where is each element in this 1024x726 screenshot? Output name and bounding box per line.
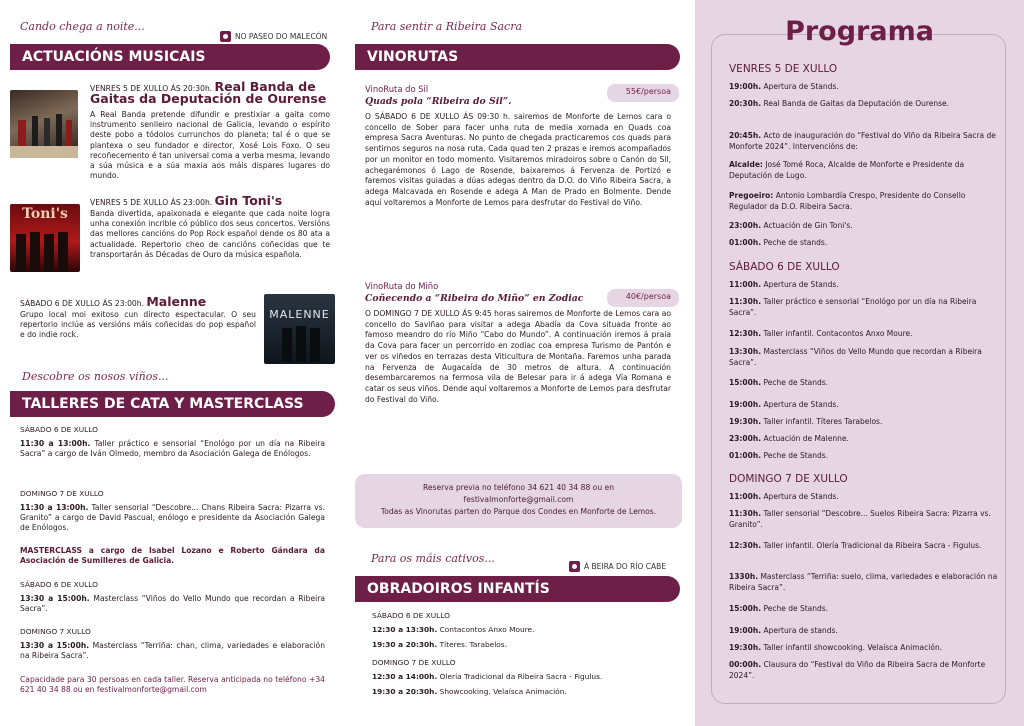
entry-time: 20:45h. <box>729 131 762 140</box>
programa-entry <box>729 451 999 462</box>
location-pin-malecon <box>220 31 327 42</box>
location-pin-icon <box>220 31 231 42</box>
workshop-day-2: DOMINGO 7 DE XULLO <box>20 489 104 498</box>
workshop-text: Taller práctico e sensorial “Enológo por un día na Ribeira Sacra” a cargo de Iván Olmedo, membro da Asociación Galega de Enólogos. <box>20 439 325 459</box>
entry-time: 12:30h. <box>729 329 762 338</box>
entry-time: 00:00h. <box>729 660 762 669</box>
programa-entry <box>729 378 999 389</box>
kids-text: Contacontos Anxo Moure. <box>439 625 535 634</box>
act-desc-2: Banda divertida, apaixonada e elegante que cada noite logra unha conexión incrible có público dos seus concertos. Versións das mellores cancións do Pop Rock español dende os 80 ata a actualidade. Repertorio cheo de cancións coñecidas que te transportarán ás Décadas de Ouro da música española. <box>90 209 330 259</box>
entry-time: 13:30h. <box>729 347 762 356</box>
entry-text: Actuación de Gin Toni's. <box>763 221 853 230</box>
kids-item <box>372 672 672 682</box>
entry-text: Peche de stands. <box>763 238 828 247</box>
photo-real-banda <box>10 90 78 158</box>
column-programa <box>695 0 1024 726</box>
act-desc-3: Grupo local moi exitoso cun directo espectacular. O seu repertorio inclúe as versións máis coñecidas do pop español e do indie rock. <box>20 310 256 340</box>
kids-time: 19:30 a 20:30h. <box>372 687 438 696</box>
entry-time: 19:30h. <box>729 643 762 652</box>
entry-time: 01:00h. <box>729 238 762 247</box>
location-pin-cabe <box>569 561 666 572</box>
entry-text: Acto de inauguración do “Festival do Viño da Ribeira Sacra de Monforte 2024”. Intervencións de: <box>729 131 996 151</box>
entry-text: Peche de Stands. <box>763 604 829 613</box>
entry-text: Apertura de Stands. <box>763 492 839 501</box>
act-date: SÁBADO 6 DE XULLO ÁS 23:00h. <box>20 299 144 308</box>
programa-entry <box>729 191 999 212</box>
programa-entry <box>729 347 999 368</box>
programa-entry <box>729 160 999 181</box>
route-1-subtitle: Quads pola “Ribeira do Sil”. <box>365 96 512 107</box>
route-2-title: VinoRuta do Miño <box>365 281 439 291</box>
programa-entry <box>729 280 999 291</box>
photo-label: Toni's <box>22 206 68 222</box>
act-heading-1 <box>90 79 335 106</box>
entry-time: 1330h. <box>729 572 759 581</box>
script-heading-kids: Para os máis cativos... <box>371 552 495 565</box>
entry-time: 23:00h. <box>729 434 762 443</box>
entry-text: José Tomé Roca, Alcalde de Monforte e Presidente da Deputación de Lugo. <box>729 160 965 180</box>
route-1-title: VinoRuta do Sil <box>365 84 429 94</box>
workshop-time: 11:30 a 13:00h. <box>20 439 91 448</box>
workshop-2 <box>20 503 325 534</box>
programa-entry <box>729 238 999 249</box>
entry-time: 15:00h. <box>729 604 762 613</box>
masterclass-1 <box>20 594 325 614</box>
programa-entry <box>729 626 999 637</box>
entry-time: 19:00h. <box>729 626 762 635</box>
programa-entry <box>729 329 999 340</box>
entry-text: Taller infantil. Títeres Tarabelos. <box>763 417 883 426</box>
band-talleres: TALLERES DE CATA Y MASTERCLASS <box>10 391 335 417</box>
kids-item <box>372 640 672 650</box>
act-date: VENRES 5 DE XULLO ÁS 23:00h. <box>90 198 213 207</box>
programa-entry <box>729 417 999 428</box>
route-2-text: O DOMINGO 7 DE XULLO ÁS 9:45 horas sairemos de Monforte de Lemos cara ao concello do Saviñao para visitar a adega Abadía da Cova situada fronte ao famoso meandro do río Miño “Cabo do Mundo”. A continuación iremos á praia da Cova para facer un percorrido en zodiac coa empresa Turismo de Pantón e ver os viñedos en terrazas desta Viticultura de Montaña. Faremos unha parada na Fervenza de Augacaída de 30 metros de altura. A continuación desembarcaremos na fermosa vila de Belesar para ir á adega Vía Romana e catar os seus viños. Dende aquí voltaremos a Monforte de Lemos para desfrutar do Festival do Viño. <box>365 309 671 404</box>
programa-entry <box>729 131 999 152</box>
entry-text: Apertura de Stands. <box>763 280 839 289</box>
entry-time: 19:00h. <box>729 82 762 91</box>
location-label: Á BEIRA DO RÍO CABE <box>584 562 667 571</box>
programa-entry <box>729 297 999 318</box>
programa-entry <box>729 82 999 93</box>
kids-text: Títeres. Tarabelos. <box>439 640 508 649</box>
entry-text: Taller infantil. Contacontos Anxo Moure. <box>763 329 913 338</box>
entry-text: Masterclass “Terriña: suelo, clima, variedades e elaboración na Ribeira Sacra”. <box>729 572 998 592</box>
band-actuacions: ACTUACIÓNS MUSICAIS <box>10 44 330 70</box>
entry-text: Taller infantil showcooking. Velaísca Animación. <box>763 643 943 652</box>
script-heading-ribeira: Para sentir a Ribeira Sacra <box>371 20 523 33</box>
workshop-text: Taller sensorial “Descobre... Chans Ribeira Sacra: Pizarra vs. Granito” a cargo de David Pascual, enólogo e presidente da Asociación Galega de Enólogos. <box>20 503 325 533</box>
masterclass-text: Masterclass “Terriña: chan, clima, variedades e elaboración na Ribeira Sacra”. <box>20 641 326 661</box>
kids-time: 12:30 a 13:30h. <box>372 625 438 634</box>
entry-text: Peche de Stands. <box>763 378 829 387</box>
route-2-subtitle: Coñecendo a “Ribeira do Miño” en Zodiac <box>365 293 584 304</box>
act-name: Gin Toni's <box>214 193 283 208</box>
entry-text: Masterclass “Viños do Vello Mundo que recordan a Ribeira Sacra”. <box>729 347 982 367</box>
programa-title: Programa <box>785 16 934 47</box>
reservation-line-3: Todas as Vinorutas parten do Parque dos Condes en Monforte de Lemos. <box>380 507 657 516</box>
programa-entry <box>729 572 999 593</box>
entry-text: Apertura de stands. <box>763 626 838 635</box>
programa-entry <box>729 660 999 681</box>
programa-day-3: DOMINGO 7 DE XULLO <box>729 473 848 485</box>
programa-entry <box>729 434 999 445</box>
programa-entry <box>729 99 999 110</box>
masterclass-time: 13:30 a 15:00h. <box>20 594 90 603</box>
programa-entry <box>729 643 999 654</box>
script-heading-wines: Descobre os nosos viños... <box>22 370 169 383</box>
reservation-line-1: Reserva previa no teléfono 34 621 40 34 88 ou en <box>422 483 615 492</box>
masterclass-day-2: DOMINGO 7 XULLO <box>20 627 91 636</box>
act-name: Malenne <box>146 294 207 309</box>
entry-text: Taller práctico e sensorial “Enológo por un día na Ribeira Sacra”. <box>729 297 977 317</box>
script-heading-night: Cando chega a noite... <box>20 20 145 33</box>
photo-malenne <box>264 294 335 364</box>
entry-time: 11:30h. <box>729 509 762 518</box>
masterclass-text: Masterclass “Viños do Vello Mundo que recordan a Ribeira Sacra”. <box>20 594 325 614</box>
entry-time: 11:00h. <box>729 280 762 289</box>
entry-time: 19:30h. <box>729 417 762 426</box>
entry-text: Apertura de Stands. <box>763 82 839 91</box>
kids-item <box>372 687 672 697</box>
workshop-time: 11:30 a 13:00h. <box>20 503 89 512</box>
entry-time: Pregoeiro: <box>729 191 774 200</box>
entry-time: 12:30h. <box>729 541 762 550</box>
kids-text: Olería Tradicional da Ribeira Sacra - Figulus. <box>439 672 603 681</box>
entry-time: 01:00h. <box>729 451 762 460</box>
column-middle <box>345 0 695 726</box>
masterclass-2 <box>20 641 325 661</box>
entry-time: 20:30h. <box>729 99 762 108</box>
workshop-day-1: SÁBADO 6 DE XULLO <box>20 425 98 434</box>
act-heading-2 <box>90 193 335 208</box>
kids-day-2: DOMINGO 7 DE XULLO <box>372 658 456 667</box>
masterclass-day-1: SÁBADO 6 DE XULLO <box>20 580 98 589</box>
programa-day-2: SÁBADO 6 DE XULLO <box>729 261 840 273</box>
masterclass-time: 13:30 a 15:00h. <box>20 641 90 650</box>
entry-time: 11:00h. <box>729 492 762 501</box>
entry-time: Alcalde: <box>729 160 763 169</box>
entry-time: 23:00h. <box>729 221 762 230</box>
act-date: VENRES 5 DE XULLO ÁS 20:30h. <box>90 84 213 93</box>
entry-time: 19:00h. <box>729 400 762 409</box>
masterclass-title: MASTERCLASS a cargo de Isabel Lozano e Roberto Gándara da Asociación de Sumilleres de Galicia. <box>20 546 325 566</box>
reservation-email[interactable]: festivalmonforte@gmail.com <box>463 495 574 504</box>
location-label: NO PASEO DO MALECÓN <box>235 32 328 41</box>
capacity-note: Capacidade para 30 persoas en cada taller. Reserva anticipada no teléfono +34 621 40 34 88 ou en festivalmonforte@gmail.com <box>20 675 325 695</box>
programa-entry <box>729 221 999 232</box>
reservation-box <box>355 474 682 528</box>
kids-day-1: SÁBADO 6 DE XULLO <box>372 611 450 620</box>
programa-entry <box>729 541 999 552</box>
entry-time: 11:30h. <box>729 297 762 306</box>
band-vinorutas: VINORUTAS <box>355 44 680 70</box>
route-2-price: 40€/persoa <box>607 289 679 307</box>
entry-time: 15:00h. <box>729 378 762 387</box>
programa-day-1: VENRES 5 DE XULLO <box>729 63 838 75</box>
programa-entry <box>729 509 999 530</box>
kids-time: 12:30 a 14:00h. <box>372 672 438 681</box>
column-left <box>0 0 345 726</box>
band-obradoiros: OBRADOIROS INFANTÍS <box>355 576 680 602</box>
entry-text: Real Banda de Gaitas da Deputación de Ourense. <box>763 99 950 108</box>
entry-text: Peche de Stands. <box>763 451 829 460</box>
programa-entry <box>729 492 999 503</box>
entry-text: Clausura do “Festival do Viño da Ribeira Sacra de Monforte 2024”. <box>729 660 986 680</box>
programa-entry <box>729 604 999 615</box>
route-1-price: 55€/persoa <box>607 84 679 102</box>
kids-item <box>372 625 672 635</box>
entry-text: Taller infantil. Olería Tradicional da Ribeira Sacra - Figulus. <box>763 541 982 550</box>
entry-text: Antonio Lombardía Crespo, Presidente do Consello Regulador da D.O. Ribeira Sacra. <box>729 191 966 211</box>
location-pin-icon <box>569 561 580 572</box>
route-1-text: O SÁBADO 6 DE XULLO ÁS 09:30 h. sairemos de Monforte de Lemos cara o concello de Sober para facer unha ruta de media xornada en Quads coa empresa Sacra Aventuras. No punto de chegada practicaremos cos quads para sentirnos seguros na nosa ruta. Cada quad ten 2 prazas e iremos acompañados por un monitor en todo momento. Visitaremos miradoiros sobre o Canón do Sil, achegarémonos ó Lago de Rosende, baixaremos á Fervenza de Portizó e faremos visitas guiadas a dúas adegas dentro da D.O. do Viño Ribeira Sacra, a adega Malcavada en Rosende e adega A Man de Prado en Bolmente. Dende aquí voltaremos a Monforte de Lemos para desfrutar do Festival do Viño. <box>365 112 671 207</box>
entry-text: Taller sensorial “Descobre... Suelos Ribeira Sacra: Pizarra vs. Granito”. <box>729 509 991 529</box>
act-heading-3 <box>20 294 260 309</box>
entry-text: Actuación de Malenne. <box>763 434 849 443</box>
workshop-1 <box>20 439 325 459</box>
act-name: Real Banda de Gaitas da Deputación de Ourense <box>90 79 327 106</box>
kids-time: 19:30 a 20:30h. <box>372 640 438 649</box>
kids-text: Showcooking. Velaísca Animación. <box>439 687 567 696</box>
photo-gin-tonis <box>10 204 80 272</box>
photo-label: MALENNE <box>269 308 330 321</box>
programa-entry <box>729 400 999 411</box>
entry-text: Apertura de Stands. <box>763 400 839 409</box>
act-desc-1: A Real Banda pretende difundir e prestixiar a gaita como instrumento senlleiro nacional de Galicia, levando o espírito deste pobo a tódolos currunchos do planeta; tal é o que se plantexa o seu fundador e director, Xosé Lois Foxo. O seu recoñecemento é tan universal coma a verba mesma, levando a súa música e a súa maxia aos máis dispares lugares do mundo. <box>90 110 330 181</box>
